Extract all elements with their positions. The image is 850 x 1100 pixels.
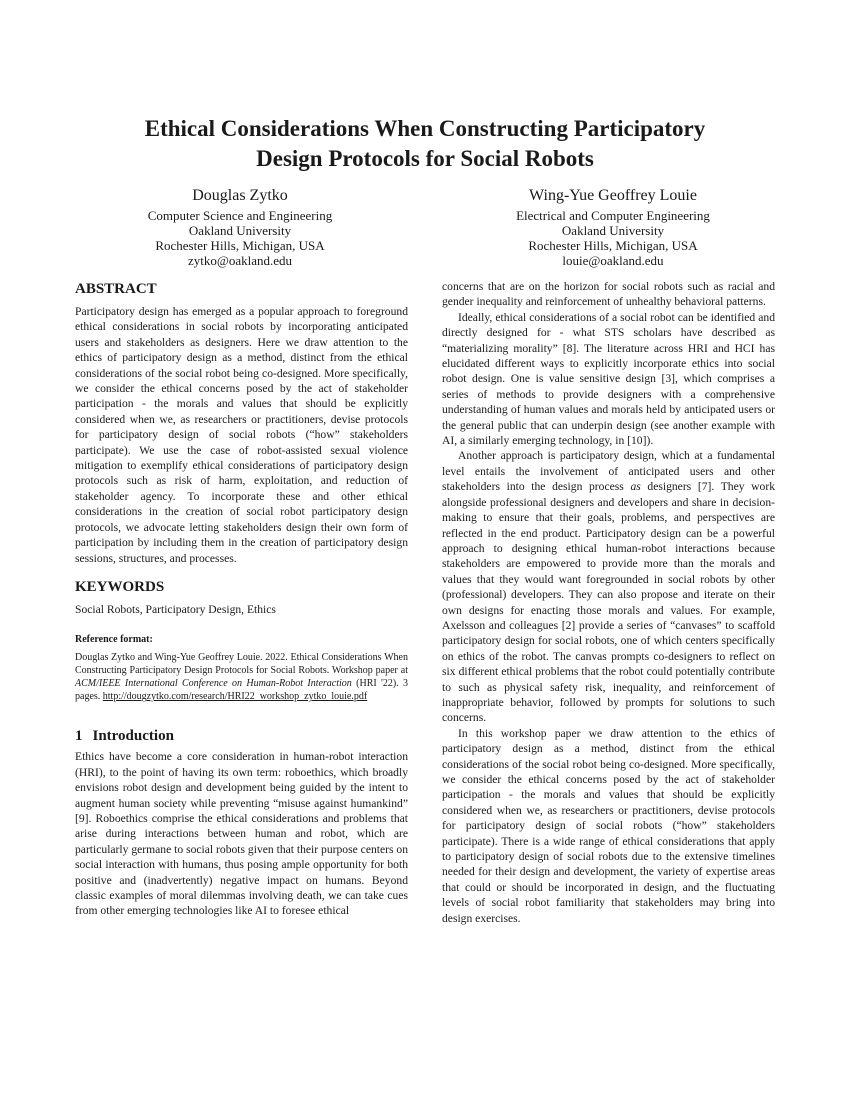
intro-paragraph-continued: concerns that are on the horizon for social robots such as racial and gender inequality and reinforcement of unhealthy behavioral patterns. <box>442 280 775 309</box>
paragraph-3-emphasis: as <box>630 480 641 494</box>
title-line-1: Ethical Considerations When Constructing Participatory <box>144 116 706 141</box>
author-name: Wing-Yue Geoffrey Louie <box>529 187 697 204</box>
author-department: Electrical and Computer Engineering <box>516 208 710 223</box>
author-email[interactable]: louie@oakland.edu <box>562 253 664 268</box>
author-block-1 <box>90 185 390 268</box>
left-column <box>75 280 408 919</box>
abstract-text: Participatory design has emerged as a popular approach to foreground ethical considerations in social robots by incorporating anticipated users and stakeholders as designers. Here we draw attention to the ethics of participatory design as a method, distinct from the ethical considerations of the social robot being co-designed. More specifically, we consider the ethical concerns posed by the act of stakeholder participation - the morals and values that should be explicitly considered when we, as researchers or practitioners, devise protocols for participatory design of social robots (“how” stakeholders participate). We use the case of robot-assisted sexual violence mitigation to exemplify ethical considerations of participatory design protocols such as risk of harm, exploitation, and reduction of stakeholder agency. To incorporate these and other ethical considerations in the creation of social robot participatory design protocols, we advocate letting stakeholders design their own form of participation by including them in the creation of participatory design sessions, structures, and processes. <box>75 305 408 565</box>
author-department: Computer Science and Engineering <box>147 208 333 223</box>
abstract-heading: ABSTRACT <box>75 281 157 297</box>
paragraph-3-start: Another approach is participatory design, which at a fundamental level entails the involvement of anticipated users and other stakeholders into the design process <box>442 449 775 494</box>
section-number: 1 <box>75 728 83 745</box>
intro-paragraph-3 <box>442 448 775 725</box>
reference-venue: ACM/IEEE International Conference on Human-Robot Interaction <box>75 678 352 690</box>
reference-format-text <box>75 651 408 703</box>
reference-format-heading: Reference format: <box>75 634 153 646</box>
section-heading-introduction <box>75 727 408 745</box>
right-column <box>442 279 775 926</box>
paper-title <box>60 114 790 174</box>
reference-link[interactable]: http://dougzytko.com/research/HRI22_workshop_zytko_louie.pdf <box>102 691 368 703</box>
reference-text-end: (HRI '22). 3 pages. <box>75 678 408 703</box>
author-block-2 <box>463 185 763 268</box>
author-location: Rochester Hills, Michigan, USA <box>528 238 698 253</box>
intro-paragraph-1: Ethics have become a core consideration in human-robot interaction (HRI), to the point of having its own term: roboethics, which broadly envisions robot design and development being guided by the intent to augment human society while preventing “misuse against humankind” [9]. Roboethics comprise the ethical considerations and problems that arise during interactions between human and robot, which are particularly germane to social robots given that their purpose centers on social interaction with humans, thus posing ample opportunity for both positive and (inadvertently) negative impact on humans. Beyond classic examples of moral dilemmas involving death, we can take cues from other emerging technologies like AI to foresee ethical <box>75 750 408 918</box>
title-line-2: Design Protocols for Social Robots <box>256 146 594 171</box>
intro-paragraph-4: In this workshop paper we draw attention to the ethics of participatory design as a method, distinct from the ethical considerations of the social robot being co-designed. More specifically, we consider the ethical concerns posed by the act of stakeholder participation - the morals and values that should be explicitly considered when we, as researchers or practitioners, devise protocols for participatory design of social robots (“how” stakeholders participate). There is a wide range of ethical considerations that apply to participatory design of social robots due to the extensive timelines needed for their design and development, the variety of expertise areas that could or should be incorporated in design, and the fluctuating levels of social robot familiarity that stakeholders may bring into design exercises. <box>442 726 775 925</box>
keywords-heading: KEYWORDS <box>75 578 165 595</box>
author-university: Oakland University <box>561 223 665 238</box>
author-email[interactable]: zytko@oakland.edu <box>187 253 293 268</box>
keywords-text: Social Robots, Participatory Design, Ethics <box>75 602 276 616</box>
section-title: Introduction <box>92 728 174 745</box>
paragraph-3-end: designers [7]. They work alongside professional designers and developers and share in decision-making to ensure that their goals, problems, and perspectives are reflected in the end product. Participatory design can be a powerful approach to designing ethical human-robot interactions because stakeholders are empowered to provide more than the morals and values that they would want foregrounded in social robots by other (professional) developers. They can also propose and iterate on their own designs for enacting those morals and values. For example, Axelsson and colleagues [2] provide a series of “canvases” to scaffold participatory design for social robots, one of which centers specifically on ethics of the robot. The canvas prompts co-designers to reflect on six different ethical problems that the robot could potentially contribute to such as physical safety risk, inequality, and reinforcement of inappropriate behavior, followed by prompts for solutions to such concerns. <box>442 480 775 725</box>
author-university: Oakland University <box>188 223 292 238</box>
reference-text-start: Douglas Zytko and Wing-Yue Geoffrey Louie. 2022. Ethical Considerations When Constructing Participatory Design Protocols for Social Robots. Workshop paper at <box>75 652 408 677</box>
author-name: Douglas Zytko <box>192 187 288 204</box>
intro-paragraph-2: Ideally, ethical considerations of a social robot can be identified and directly designed for - what STS scholars have described as “materializing morality” [8]. The literature across HRI and HCI has elucidated different ways to explicitly incorporate ethics into social robot design. One is value sensitive design [3], which comprises a series of methods to provide designers with a comprehensive understanding of human values and morals held by anticipated users or the general public that can underpin design (see another example with AI, a similarly emerging technology, in [10]). <box>442 310 775 448</box>
author-location: Rochester Hills, Michigan, USA <box>155 238 325 253</box>
